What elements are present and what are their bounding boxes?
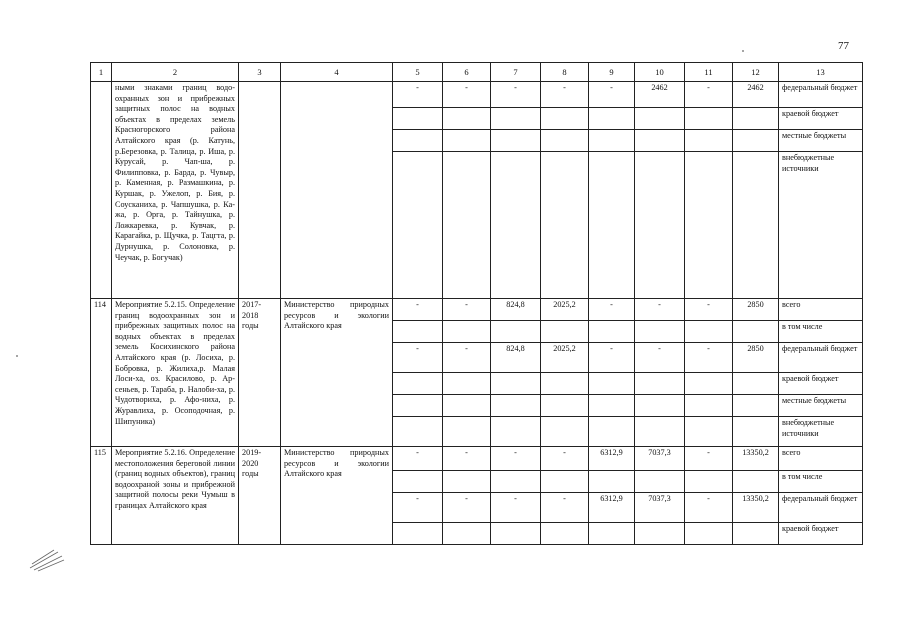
funding-source: внебюджетные источники (779, 417, 863, 447)
value-cell: - (541, 82, 589, 108)
value-cell: 13350,2 (733, 447, 779, 471)
value-cell: - (393, 447, 443, 471)
value-cell: - (393, 82, 443, 108)
header-cell: 11 (685, 63, 733, 82)
row-number-cell: 115 (91, 447, 112, 545)
value-cell: - (443, 343, 491, 373)
value-cell: - (443, 447, 491, 471)
measure-description: ными знаками границ водо-охранных зон и прибрежных защитных полос на водных объектах в пределах земель Красногорского района Алтайского края (р. Катунь, р.Березовка, р. Талица, р. Иша, р. Курусай, р. Чап-ша, р. Филипповка, р. Барда, р. Чувыр, р. Каменная, р. Размашкина, р. Куршак, р. Ужелоп, р. Бия, р. Соусканиха, р. Чапшушка, р. Ка-жа, р. Орга, р. Тайнушка, р. Ложкаревка, р. Кувчак, р. Карагайка, р. Щучка, р. Тацгта, р. Дурнушка, р. Солоновка, р. Чеучак, р. Богучак) (112, 82, 239, 299)
value-cell: 13350,2 (733, 493, 779, 523)
value-cell: 2850 (733, 299, 779, 321)
value-cell: - (589, 343, 635, 373)
value-cell: 6312,9 (589, 447, 635, 471)
header-cell: 2 (112, 63, 239, 82)
funding-source: местные бюджеты (779, 130, 863, 152)
funding-source: краевой бюджет (779, 523, 863, 545)
header-cell: 6 (443, 63, 491, 82)
header-cell: 12 (733, 63, 779, 82)
value-cell: - (491, 82, 541, 108)
header-cell: 4 (281, 63, 393, 82)
header-cell: 7 (491, 63, 541, 82)
value-cell: 2850 (733, 343, 779, 373)
value-cell: 2462 (733, 82, 779, 108)
years-cell (239, 82, 281, 299)
header-cell: 8 (541, 63, 589, 82)
value-cell: - (491, 493, 541, 523)
header-cell: 10 (635, 63, 685, 82)
header-cell: 3 (239, 63, 281, 82)
value-cell: 6312,9 (589, 493, 635, 523)
page-number: 77 (838, 40, 849, 52)
funding-source: краевой бюджет (779, 373, 863, 395)
value-cell: 824,8 (491, 299, 541, 321)
value-cell: - (685, 343, 733, 373)
funding-source: краевой бюджет (779, 108, 863, 130)
funding-source: федеральный бюджет (779, 82, 863, 108)
funding-source: всего (779, 447, 863, 471)
scan-speck (742, 50, 744, 52)
header-cell: 13 (779, 63, 863, 82)
table-row (91, 299, 863, 321)
value-cell: - (685, 493, 733, 523)
row-number-cell: 114 (91, 299, 112, 447)
value-cell: - (589, 299, 635, 321)
measure-description: Мероприятие 5.2.15. Определение границ водоохранных зон и прибрежных защитных полос на водных объектах в пределах земель Косихинского района Алтайского края (р. Лосиха, р. Бобровка, р. Жилиха,р. Малая Лоси-ха, оз. Красилово, р. Ар-сеньев, р. Тараба, р. Налоби-ха, р. Чудотвориха, р. Афо-ниха, р. Журавлиха, р. Осоподочная, р. Шипуника) (112, 299, 239, 447)
value-cell: - (443, 493, 491, 523)
value-cell: 2025,2 (541, 343, 589, 373)
funding-source: в том числе (779, 471, 863, 493)
executor-cell (281, 82, 393, 299)
header-cell: 5 (393, 63, 443, 82)
scan-speck (16, 355, 18, 357)
header-cell: 9 (589, 63, 635, 82)
value-cell: - (685, 447, 733, 471)
table-row (91, 447, 863, 471)
funding-source: федеральный бюджет (779, 343, 863, 373)
measure-description: Мероприятие 5.2.16. Определение местоположения береговой линии (границ водных объектов), границ водоохраной зоны и прибрежной защитной полосы реки Чумыш в границах Алтайского края (112, 447, 239, 545)
budget-table (90, 62, 863, 545)
value-cell: - (635, 343, 685, 373)
funding-source: местные бюджеты (779, 395, 863, 417)
funding-source: всего (779, 299, 863, 321)
value-cell: - (541, 447, 589, 471)
value-cell: - (443, 82, 491, 108)
header-row (91, 63, 863, 82)
value-cell: - (635, 299, 685, 321)
table-row (91, 82, 863, 108)
value-cell: - (685, 82, 733, 108)
years-cell: 2019-2020 годы (239, 447, 281, 545)
funding-source: в том числе (779, 321, 863, 343)
executor-cell: Министерство природных ресурсов и экологии Алтайского края (281, 447, 393, 545)
value-cell: 7037,3 (635, 447, 685, 471)
header-cell: 1 (91, 63, 112, 82)
margin-scribble (28, 544, 68, 574)
value-cell: - (541, 493, 589, 523)
value-cell: 824,8 (491, 343, 541, 373)
value-cell: 2025,2 (541, 299, 589, 321)
value-cell: - (393, 493, 443, 523)
row-number-cell (91, 82, 112, 299)
value-cell: - (589, 82, 635, 108)
years-cell: 2017-2018 годы (239, 299, 281, 447)
value-cell: 7037,3 (635, 493, 685, 523)
value-cell: - (443, 299, 491, 321)
funding-source: федеральный бюджет (779, 493, 863, 523)
value-cell: - (685, 299, 733, 321)
funding-source: внебюджетные источники (779, 152, 863, 299)
value-cell: - (393, 299, 443, 321)
value-cell: 2462 (635, 82, 685, 108)
value-cell: - (393, 343, 443, 373)
value-cell: - (491, 447, 541, 471)
executor-cell: Министерство природных ресурсов и экологии Алтайского края (281, 299, 393, 447)
